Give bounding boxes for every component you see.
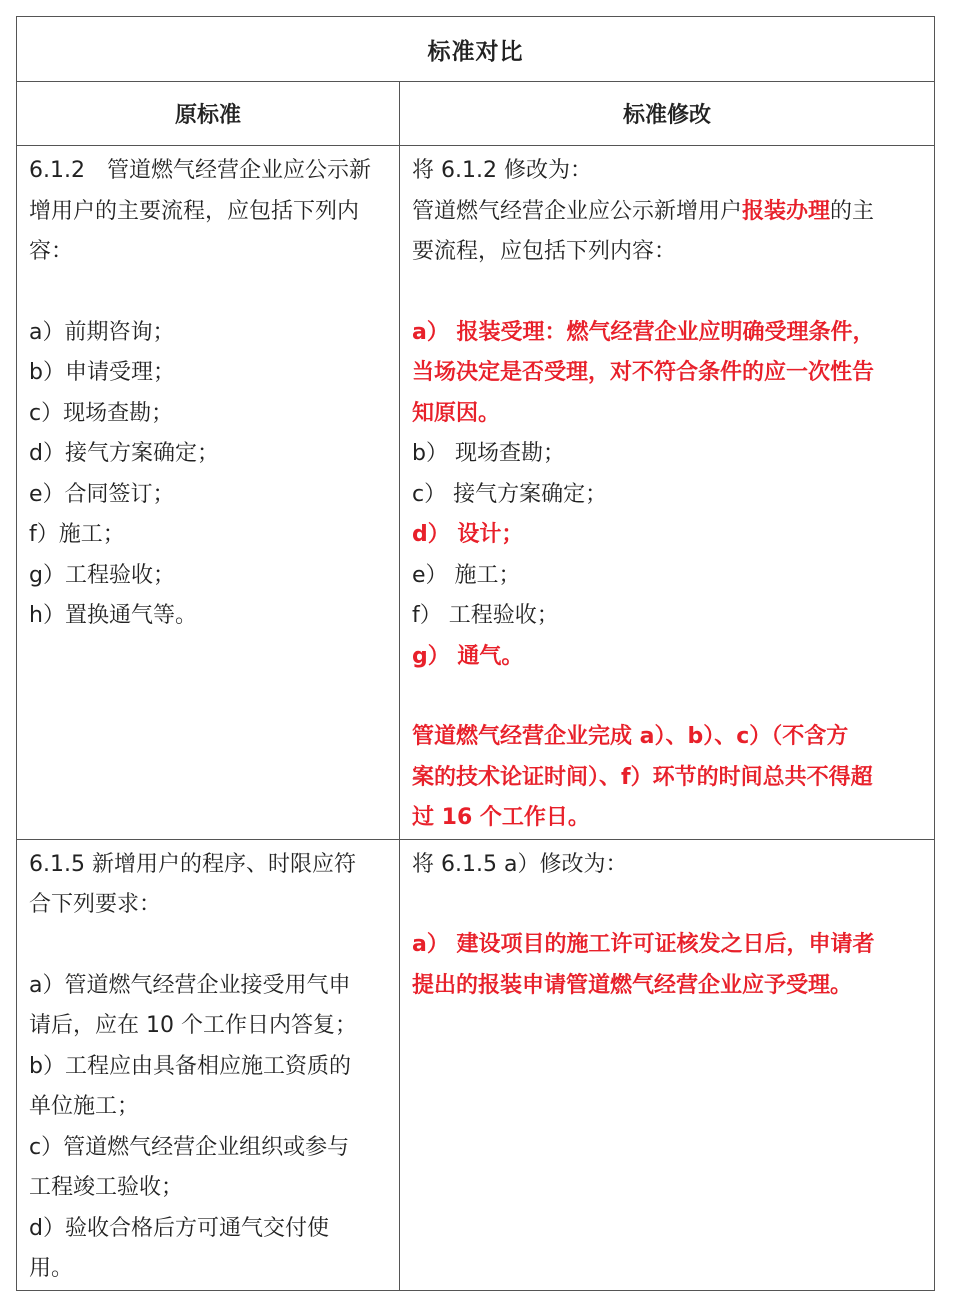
list-item: d）接气方案确定； [29,441,219,466]
list-item-line: 工程竣工验收； [29,1175,184,1200]
comparison-table [16,16,935,1291]
revision-sentence-line: 要流程，应包括下列内容： [412,239,677,264]
revised-item-a-line: 当场决定是否受理，对不符合条件的应一次性告 [412,360,875,385]
standard-comparison-document [16,16,934,1291]
revision-sentence-text: 管道燃气经营企业应公示新增用户 [412,198,743,224]
revision-note-line: 管道燃气经营企业完成 a）、b）、c）（不含方 [412,724,849,749]
clause-heading-line: 6.1.2 管道燃气经营企业应公示新 [29,158,371,183]
column-header-revision: 标准修改 [400,82,935,146]
original-clause-6-1-2 [17,146,400,840]
revision-sentence [412,192,924,233]
list-item-line: 单位施工； [29,1094,140,1119]
revision-note-line: 过 16 个工作日。 [412,805,590,830]
clause-heading-line: 容： [29,239,74,264]
highlighted-term: 报装办理 [742,198,831,224]
list-item-line: d）验收合格后方可通气交付使 [29,1215,329,1241]
list-item: f）施工； [29,522,125,547]
table-title: 标准对比 [17,17,935,82]
list-item: h）置换通气等。 [29,603,197,628]
revision-intro: 将 6.1.5 a）修改为： [412,851,628,877]
list-item: e）合同签订； [29,481,175,507]
list-item-line: 用。 [29,1256,74,1281]
revised-clause-6-1-2 [400,146,935,840]
list-item-added: g） 通气。 [412,643,524,669]
revised-item-a-line: 知原因。 [412,400,501,426]
clause-heading-line: 合下列要求： [29,892,162,917]
list-item: a）前期咨询； [29,319,175,345]
list-item: e） 施工； [412,562,521,588]
list-item: b）申请受理； [29,360,175,385]
revision-sentence-text: 的主 [830,198,875,224]
list-item: f） 工程验收； [412,603,559,628]
clause-heading-line: 增用户的主要流程，应包括下列内 [29,198,360,224]
list-item-added: d） 设计； [412,522,524,547]
clause-heading-line: 6.1.5 新增用户的程序、时限应符 [29,851,356,877]
column-header-original: 原标准 [17,82,400,146]
revision-intro: 将 6.1.2 修改为： [412,158,592,183]
list-item: b） 现场查勘； [412,441,565,466]
table-row [17,146,935,840]
revised-item-a-line: a） 报装受理：燃气经营企业应明确受理条件， [412,319,875,345]
revision-note-line: 案的技术论证时间）、f）环节的时间总共不得超 [412,764,873,790]
table-row [17,839,935,1290]
revised-clause-6-1-5 [400,839,935,1290]
list-item: c）现场查勘； [29,400,174,426]
list-item-line: c）管道燃气经营企业组织或参与 [29,1134,350,1160]
list-item-line: a）管道燃气经营企业接受用气申 [29,972,351,998]
revised-item-a-line: 提出的报装申请管道燃气经营企业应予受理。 [412,972,853,998]
list-item: g）工程验收； [29,562,175,588]
list-item: c） 接气方案确定； [412,481,608,507]
list-item-line: 请后，应在 10 个工作日内答复； [29,1013,357,1038]
list-item-line: b）工程应由具备相应施工资质的 [29,1053,351,1079]
revised-item-a-line: a） 建设项目的施工许可证核发之日后，申请者 [412,932,875,957]
original-clause-6-1-5 [17,839,400,1290]
